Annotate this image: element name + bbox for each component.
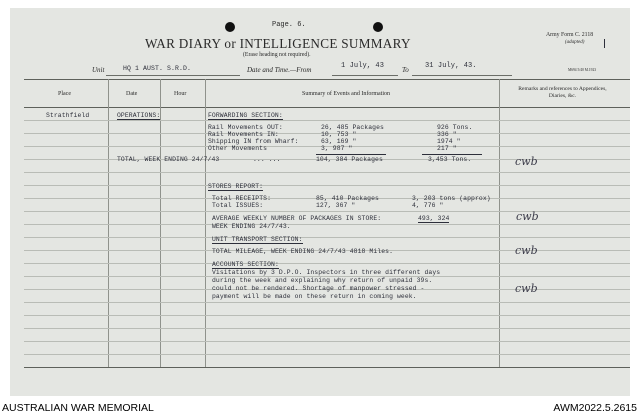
ruled-line [24, 263, 630, 264]
stores-heading: STORES REPORT: [208, 183, 264, 190]
forwarding-row-label: Rail Movements OUT: [208, 124, 283, 131]
forwarding-row-packages: 26, 485 Packages [321, 124, 384, 131]
forwarding-row-packages: 10, 753 " [321, 131, 357, 138]
col-header-summary: Summary of Events and Information [302, 91, 390, 97]
ruled-line [24, 120, 630, 121]
unit-label: Unit [92, 66, 105, 74]
accounts-line: payment will be made on these return in coming week. [212, 293, 417, 300]
remarks-initials: cwb [515, 155, 538, 168]
col-header-hour: Hour [174, 91, 187, 97]
week-ending: WEEK ENDING 24/7/43. [212, 223, 291, 230]
sum-rule-tons [422, 154, 482, 155]
footer-accession: AWM2022.5.2615 [553, 402, 637, 414]
accounts-line: Visitations by 3 D.P.O. Inspectors in three different days [212, 269, 441, 276]
ruled-line [24, 172, 630, 173]
table-header-border [24, 107, 630, 108]
total-packages: 104, 384 Packages [316, 156, 383, 163]
forwarding-heading: FORWARDING SECTION: [208, 112, 283, 119]
footer-source: AUSTRALIAN WAR MEMORIAL [2, 402, 154, 414]
punch-hole-right [373, 22, 383, 32]
receipts-tons: 3, 203 tons (approx) [412, 195, 491, 202]
total-mileage: TOTAL MILEAGE, WEEK ENDING 24/7/43 4818 Miles. [212, 248, 394, 255]
corner-mark [604, 39, 605, 48]
ruled-line [24, 237, 630, 238]
forwarding-row-label: Rail Movements IN: [208, 131, 279, 138]
forwarding-row-label: Shipping IN from Wharf: [208, 138, 299, 145]
print-code: M694 5/40 M.1923 [568, 68, 597, 72]
remarks-initials: cwb [515, 282, 538, 295]
col-divider-place [108, 79, 109, 367]
transport-heading: UNIT TRANSPORT SECTION: [212, 236, 303, 243]
ruled-line [24, 341, 630, 342]
accounts-line: during the week and explaining why return of unpaid 39s. [212, 277, 433, 284]
table-top-border [24, 79, 630, 80]
army-form-number: Army Form C. 2118 [546, 32, 594, 38]
col-divider-summary [499, 79, 500, 367]
total-dots: ... ... [253, 156, 281, 163]
operations-label: OPERATIONS: [117, 112, 161, 119]
ruled-line [24, 328, 630, 329]
ruled-line [24, 354, 630, 355]
forwarding-row-packages: 3, 987 " [321, 145, 353, 152]
ruled-line [24, 224, 630, 225]
accounts-heading: ACCOUNTS SECTION: [212, 261, 279, 268]
forwarding-row-packages: 63, 169 " [321, 138, 357, 145]
war-diary-form [10, 8, 630, 396]
receipts-packages: 85, 410 Packages [316, 195, 379, 202]
issues-label: Total ISSUES: [212, 202, 264, 209]
place-strathfield: Strathfield [46, 112, 90, 119]
to-value: 31 July, 43. [425, 62, 477, 70]
form-title: WAR DIARY or INTELLIGENCE SUMMARY [145, 36, 411, 51]
average-label: AVERAGE WEEKLY NUMBER OF PACKAGES IN STORE: [212, 215, 382, 222]
forwarding-row-label: Other Movements [208, 145, 268, 152]
issues-tons: 4, 776 " [412, 202, 444, 209]
total-tons: 3,453 Tons. [428, 156, 472, 163]
issues-packages: 127, 367 " [316, 202, 356, 209]
remarks-initials: cwb [516, 210, 539, 223]
sum-rule-packages [316, 154, 386, 155]
footer-bar [0, 400, 640, 417]
ruled-line [24, 302, 630, 303]
ruled-line [24, 185, 630, 186]
to-label: To [402, 66, 409, 74]
forwarding-row-tons: 1974 " [437, 138, 461, 145]
average-value: 493, 324 [418, 215, 450, 222]
total-week-label: TOTAL, WEEK ENDING 24/7/43 [117, 156, 220, 163]
forwarding-row-tons: 336 " [437, 131, 457, 138]
form-subtitle: (Erase heading not required). [243, 52, 311, 58]
col-header-date: Date [126, 91, 138, 97]
col-header-remarks: Remarks and references to Appendices, Diaries, &c. [518, 86, 607, 99]
table-bottom-border [24, 367, 630, 368]
to-underline [412, 75, 512, 76]
col-divider-hour [205, 79, 206, 367]
punch-hole-left [225, 22, 235, 32]
forwarding-row-tons: 926 Tons. [437, 124, 473, 131]
unit-value: HQ 1 AUST. S.R.D. [123, 65, 192, 72]
remarks-initials: cwb [515, 244, 538, 257]
from-value: 1 July, 43 [341, 62, 385, 70]
page-number: Page. 6. [272, 21, 306, 29]
unit-underline [106, 75, 240, 76]
accounts-line: could not be rendered. Shortage of manpower stressed - [212, 285, 425, 292]
ruled-line [24, 315, 630, 316]
date-time-label: Date and Time.—From [247, 66, 312, 74]
receipts-label: Total RECEIPTS: [212, 195, 272, 202]
army-form-adapted: (adapted) [565, 40, 585, 45]
col-divider-date [160, 79, 161, 367]
forwarding-row-tons: 217 " [437, 145, 457, 152]
from-underline [332, 75, 398, 76]
col-header-place: Place [58, 91, 71, 97]
ruled-line [24, 211, 630, 212]
